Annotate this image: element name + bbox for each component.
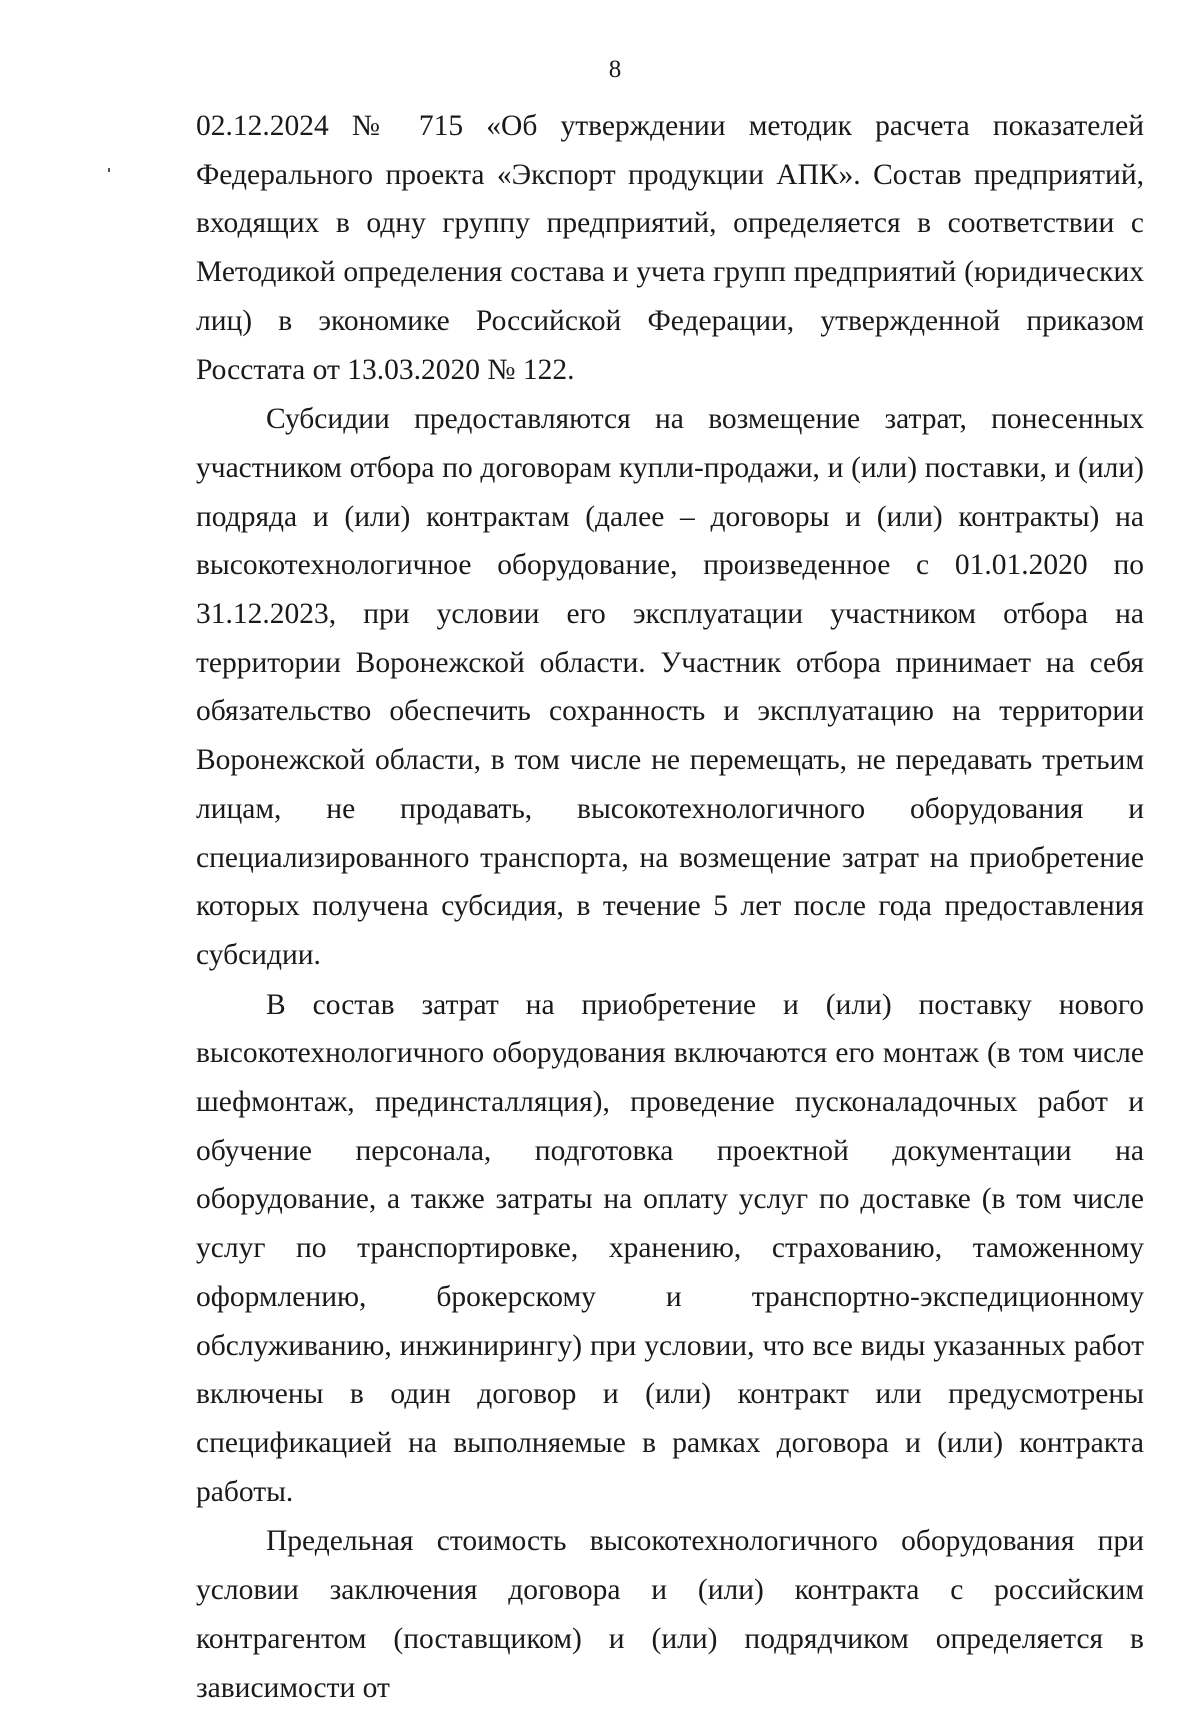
scan-artifact-mark <box>108 168 110 172</box>
document-body <box>196 102 1144 1712</box>
paragraph-cost-limit: Предельная стоимость высокотехнологичного оборудования при условии заключения договора и (или) контракта с российским контрагентом (поставщиком) и (или) подрядчиком определяется в зависимости от <box>196 1525 1144 1704</box>
paragraph-subsidies: Субсидии предоставляются на возмещение затрат, понесенных участником отбора по договорам купли-продажи, и (или) поставки, и (или) подряда и (или) контрактам (далее – договоры и (или) контракты) на высокотехнологичное оборудование, произведенное с 01.01.2020 по 31.12.2023, при условии его эксплуатации участником отбора на территории Воронежской области. Участник отбора принимает на себя обязательство обеспечить сохранность и эксплуатацию на территории Воронежской области, в том числе не перемещать, не передавать третьим лицам, не продавать, высокотехнологичного оборудования и специализированного транспорта, на возмещение затрат на приобретение которых получена субсидия, в течение 5 лет после года предоставления субсидии. <box>196 403 1144 971</box>
paragraph-cost-composition: В состав затрат на приобретение и (или) поставку нового высокотехнологичного оборудования включаются его монтаж (в том числе шефмонтаж, прединсталляция), проведение пусконаладочных работ и обучение персонала, подготовка проектной документации на оборудование, а также затраты на оплату услуг по доставке (в том числе услуг по транспортировке, хранению, страхованию, таможенному оформлению, брокерскому и транспортно-экспедиционному обслуживанию, инжинирингу) при условии, что все виды указанных работ включены в один договор и (или) контракт или предусмотрены спецификацией на выполняемые в рамках договора и (или) контракта работы. <box>196 988 1144 1508</box>
paragraph-continuation: 02.12.2024 № 715 «Об утверждении методик расчета показателей Федерального проекта «Экспорт продукции АПК». Состав предприятий, входящих в одну группу предприятий, определяется в соответствии с Методикой определения состава и учета групп предприятий (юридических лиц) в экономике Российской Федерации, утвержденной приказом Росстата от 13.03.2020 № 122. <box>196 110 1144 386</box>
page-number: 8 <box>608 56 622 83</box>
